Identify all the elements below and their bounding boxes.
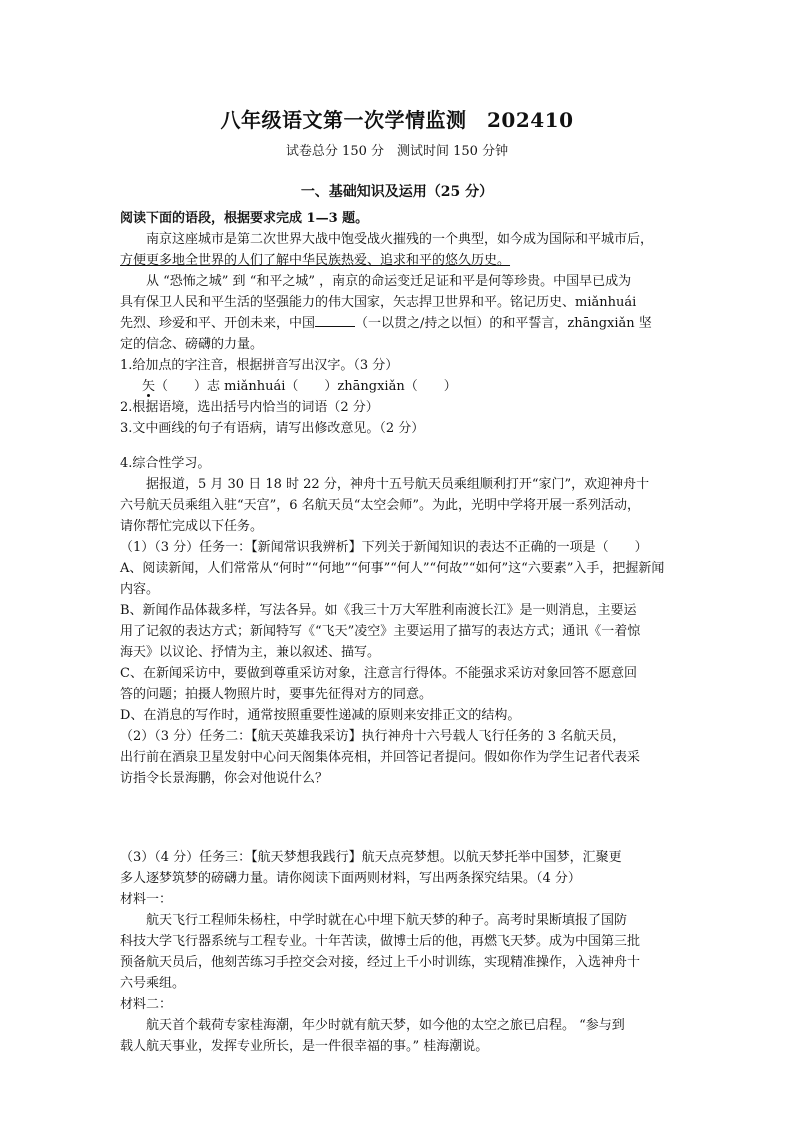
- dotted-character: 矢: [142, 379, 156, 394]
- question-4-title: 4.综合性学习。: [120, 456, 211, 471]
- question-3: 3.文中画线的句子有语病，请写出修改意见。（2 分）: [120, 421, 425, 436]
- material-2-label: 材料二：: [120, 997, 173, 1012]
- question-1-answers: [120, 376, 680, 397]
- material-1-line4: 六号乘组。: [120, 976, 186, 991]
- material-2-line1: 航天首个载荷专家桂海潮，年少时就有航天梦，如今他的太空之旅已启程。 “参与到: [146, 1018, 625, 1033]
- exam-title: 八年级语文第一次学情监测 202410: [220, 108, 574, 132]
- fill-blank[interactable]: [315, 314, 355, 327]
- question-1: 1.给加点的字注音，根据拼音写出汉字。（3 分）: [120, 358, 399, 373]
- spacer: [120, 439, 680, 453]
- option-b-line2: 用了记叙的表达方式；新闻特写《“飞天”凌空》主要运用了描写的表达方式；通讯《一着惊: [120, 624, 641, 639]
- material-1-line2: 科技大学飞行器系统与工程专业。十年苦读，做博士后的他，再燃飞天梦。成为中国第三批: [120, 934, 641, 949]
- exam-content: [120, 208, 680, 1057]
- material-1-label: 材料一：: [120, 892, 173, 907]
- q4-intro-line3: 请你帮忙完成以下任务。: [120, 519, 264, 534]
- material-1-line3: 预备航天员后，他刻苦练习手控交会对接，经过上千小时训练，实现精准操作，入选神舟十: [120, 955, 641, 970]
- q4-intro-line1: 据报道，5 月 30 日 18 时 22 分，神舟十五号航天员乘组顺利打开“家门”，欢迎神舟十: [146, 477, 650, 492]
- section-title: 一、基础知识及运用（25 分）: [300, 184, 494, 200]
- option-b-line3: 海天》以议论、抒情为主，兼以叙述、描写。: [120, 645, 381, 660]
- task-2-line1: （2）（3 分）任务二：【航天英雄我采访】执行神舟十六号载人飞行任务的 3 名航天员，: [120, 729, 626, 744]
- instruction: 阅读下面的语段，根据要求完成 1—3 题。: [120, 211, 369, 226]
- option-d-line1: D、在消息的写作时，通常按照重要性递减的原则来安排正文的结构。: [120, 708, 521, 723]
- answer-blanks: （ ）志 miǎnhuái（ ）zhāngxiǎn（ ）: [155, 379, 457, 394]
- passage-para2-line1: 从 “恐怖之城” 到 “和平之城” ，南京的命运变迁足证和平是何等珍贵。中国早已成为: [146, 274, 632, 289]
- task-2-line3: 访指令长景海鹏，你会对他说什么？: [120, 771, 329, 786]
- task-1: （1）（3 分）任务一：【新闻常识我辨析】下列关于新闻知识的表达不正确的一项是（ ）: [120, 540, 648, 555]
- passage-text: 先烈、珍爱和平、开创未来，中国: [120, 316, 316, 331]
- passage-para2-line2: 具有保卫人民和平生活的坚强能力的伟大国家，矢志捍卫世界和平。铭记历史、miǎnhuái: [120, 295, 637, 310]
- passage-para1-line2-underlined: 方便更多地全世界的人们了解中华民族热爱、追求和平的悠久历史。: [120, 253, 511, 268]
- passage-para2-line4: 定的信念、磅礴的力量。: [120, 337, 264, 352]
- option-c-line1: C、在新闻采访中，要做到尊重采访对象，注意言行得体。不能强求采访对象回答不愿意回: [120, 666, 637, 681]
- task-3-line2: 多人逐梦筑梦的磅礴力量。请你阅读下面两则材料，写出两条探究结果。（4 分）: [120, 871, 581, 886]
- material-1-line1: 航天飞行工程师朱杨柱，中学时就在心中埋下航天梦的种子。高考时果断填报了国防: [146, 913, 628, 928]
- passage-para1-line1: 南京这座城市是第二次世界大战中饱受战火摧残的一个典型，如今成为国际和平城市后，: [146, 232, 654, 247]
- answer-space: [120, 789, 680, 847]
- option-a-line2: 内容。: [120, 582, 160, 597]
- exam-subtitle: 试卷总分 150 分 测试时间 150 分钟: [285, 144, 509, 159]
- task-3-line1: （3）（4 分）任务三：【航天梦想我践行】航天点亮梦想。以航天梦托举中国梦，汇聚更: [120, 850, 622, 865]
- q4-intro-line2: 六号航天员乘组入驻“天宫”，6 名航天员“太空会师”。为此，光明中学将开展一系列活动，: [120, 498, 640, 513]
- passage-para2-line3: [120, 313, 680, 334]
- question-2: 2.根据语境，选出括号内恰当的词语（2 分）: [120, 400, 379, 415]
- task-2-line2: 出行前在酒泉卫星发射中心问天阁集体亮相，并回答记者提问。假如你作为学生记者代表采: [120, 750, 641, 765]
- passage-text: （一以贯之/持之以恒）的和平誓言，zhāngxiǎn 坚: [355, 316, 652, 331]
- option-b-line1: B、新闻作品体裁多样，写法各异。如《我三十万大军胜利南渡长江》是一则消息，主要运: [120, 603, 637, 618]
- material-2-line2: 载人航天事业，发挥专业所长，是一件很幸福的事。” 桂海潮说。: [120, 1039, 489, 1054]
- option-c-line2: 答的问题；拍摄人物照片时，要事先征得对方的同意。: [120, 687, 433, 702]
- option-a-line1: A、阅读新闻，人们常常从“何时”“何地”“何事”“何人”“何故”“如何”这“六要素”入手，把握新闻: [120, 561, 665, 576]
